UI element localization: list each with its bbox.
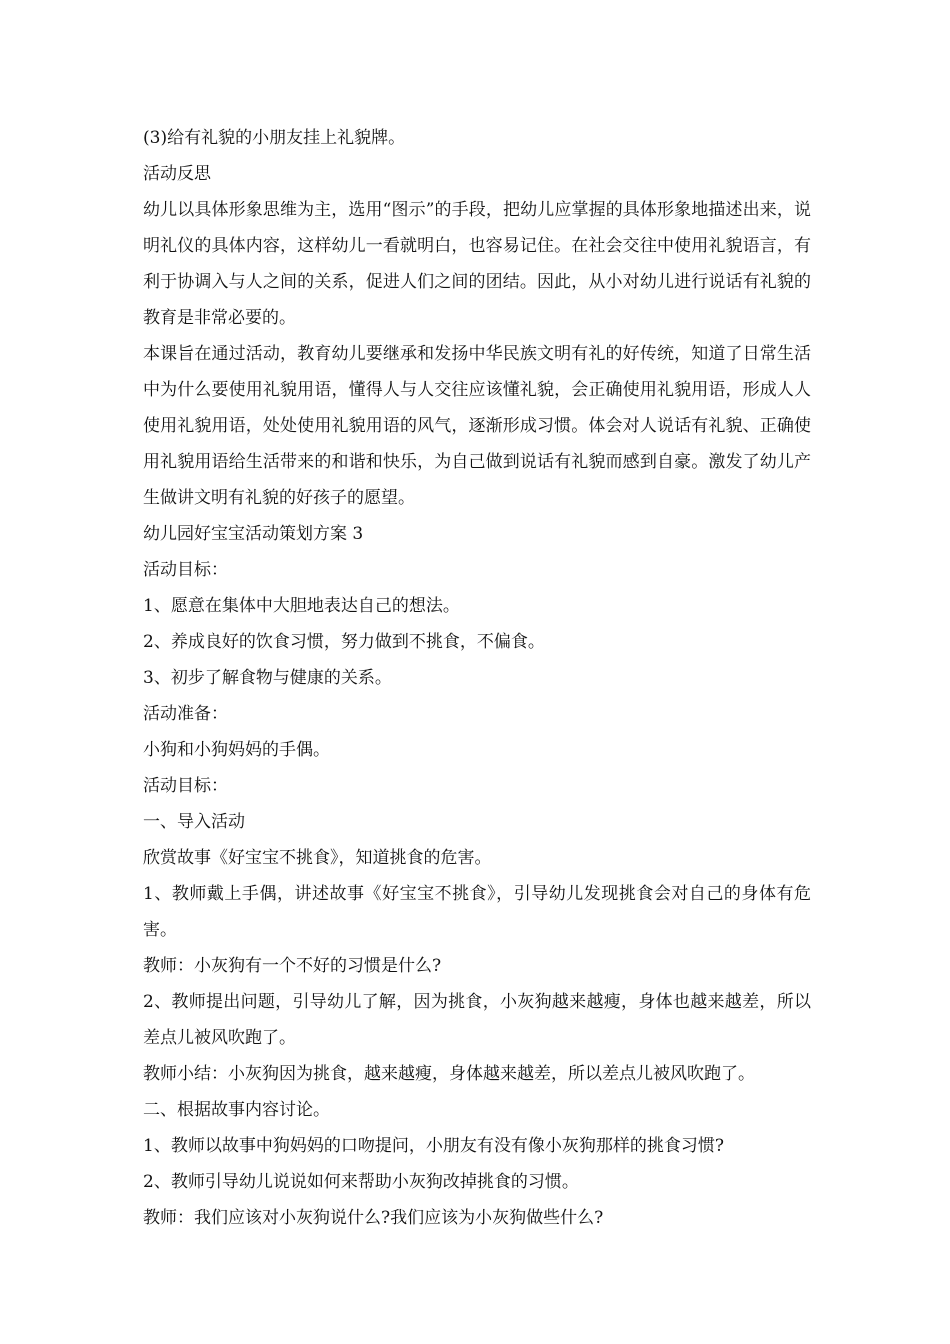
- list-item: 2、教师引导幼儿说说如何来帮助小灰狗改掉挑食的习惯。: [143, 1172, 579, 1192]
- section-heading: 活动反思: [143, 164, 211, 184]
- paragraph: 小狗和小狗妈妈的手偶。: [143, 740, 330, 760]
- list-item: 2、养成良好的饮食习惯，努力做到不挑食，不偏食。: [143, 632, 545, 652]
- section-heading: 活动准备：: [143, 704, 228, 724]
- paragraph: 教师：小灰狗有一个不好的习惯是什么?: [143, 956, 442, 976]
- paragraph: 幼儿以具体形象思维为主，选用“图示”的手段，把幼儿应掌握的具体形象地描述出来，说明礼仪的具体内容，这样幼儿一看就明白，也容易记住。在社会交往中使用礼貌语言，有利于协调入与人之间的关系，促进人们之间的团结。因此，从小对幼儿进行说话有礼貌的教育是非常必要的。: [143, 200, 811, 328]
- paragraph: 教师：我们应该对小灰狗说什么?我们应该为小灰狗做些什么?: [143, 1208, 604, 1228]
- section-heading: 一、导入活动: [143, 812, 245, 832]
- paragraph: 欣赏故事《好宝宝不挑食》，知道挑食的危害。: [143, 848, 492, 868]
- section-heading: 幼儿园好宝宝活动策划方案 3: [143, 524, 364, 544]
- list-item: 3、初步了解食物与健康的关系。: [143, 668, 392, 688]
- paragraph: (3)给有礼貌的小朋友挂上礼貌牌。: [143, 128, 406, 148]
- section-heading: 活动目标：: [143, 776, 228, 796]
- section-heading: 活动目标：: [143, 560, 228, 580]
- list-item: 1、教师以故事中狗妈妈的口吻提问，小朋友有没有像小灰狗那样的挑食习惯?: [143, 1136, 724, 1156]
- document-body: [143, 120, 811, 1236]
- paragraph: 本课旨在通过活动，教育幼儿要继承和发扬中华民族文明有礼的好传统，知道了日常生活中为什么要使用礼貌用语，懂得人与人交往应该懂礼貌，会正确使用礼貌用语，形成人人使用礼貌用语，处处使用礼貌用语的风气，逐渐形成习惯。体会对人说话有礼貌、正确使用礼貌用语给生活带来的和谐和快乐，为自己做到说话有礼貌而感到自豪。激发了幼儿产生做讲文明有礼貌的好孩子的愿望。: [143, 344, 811, 508]
- list-item: 2、教师提出问题，引导幼儿了解，因为挑食，小灰狗越来越瘦，身体也越来越差，所以差点儿被风吹跑了。: [143, 992, 811, 1048]
- paragraph: 教师小结：小灰狗因为挑食，越来越瘦，身体越来越差，所以差点儿被风吹跑了。: [143, 1064, 755, 1084]
- section-heading: 二、根据故事内容讨论。: [143, 1100, 330, 1120]
- list-item: 1、教师戴上手偶，讲述故事《好宝宝不挑食》，引导幼儿发现挑食会对自己的身体有危害。: [143, 884, 811, 940]
- list-item: 1、愿意在集体中大胆地表达自己的想法。: [143, 596, 460, 616]
